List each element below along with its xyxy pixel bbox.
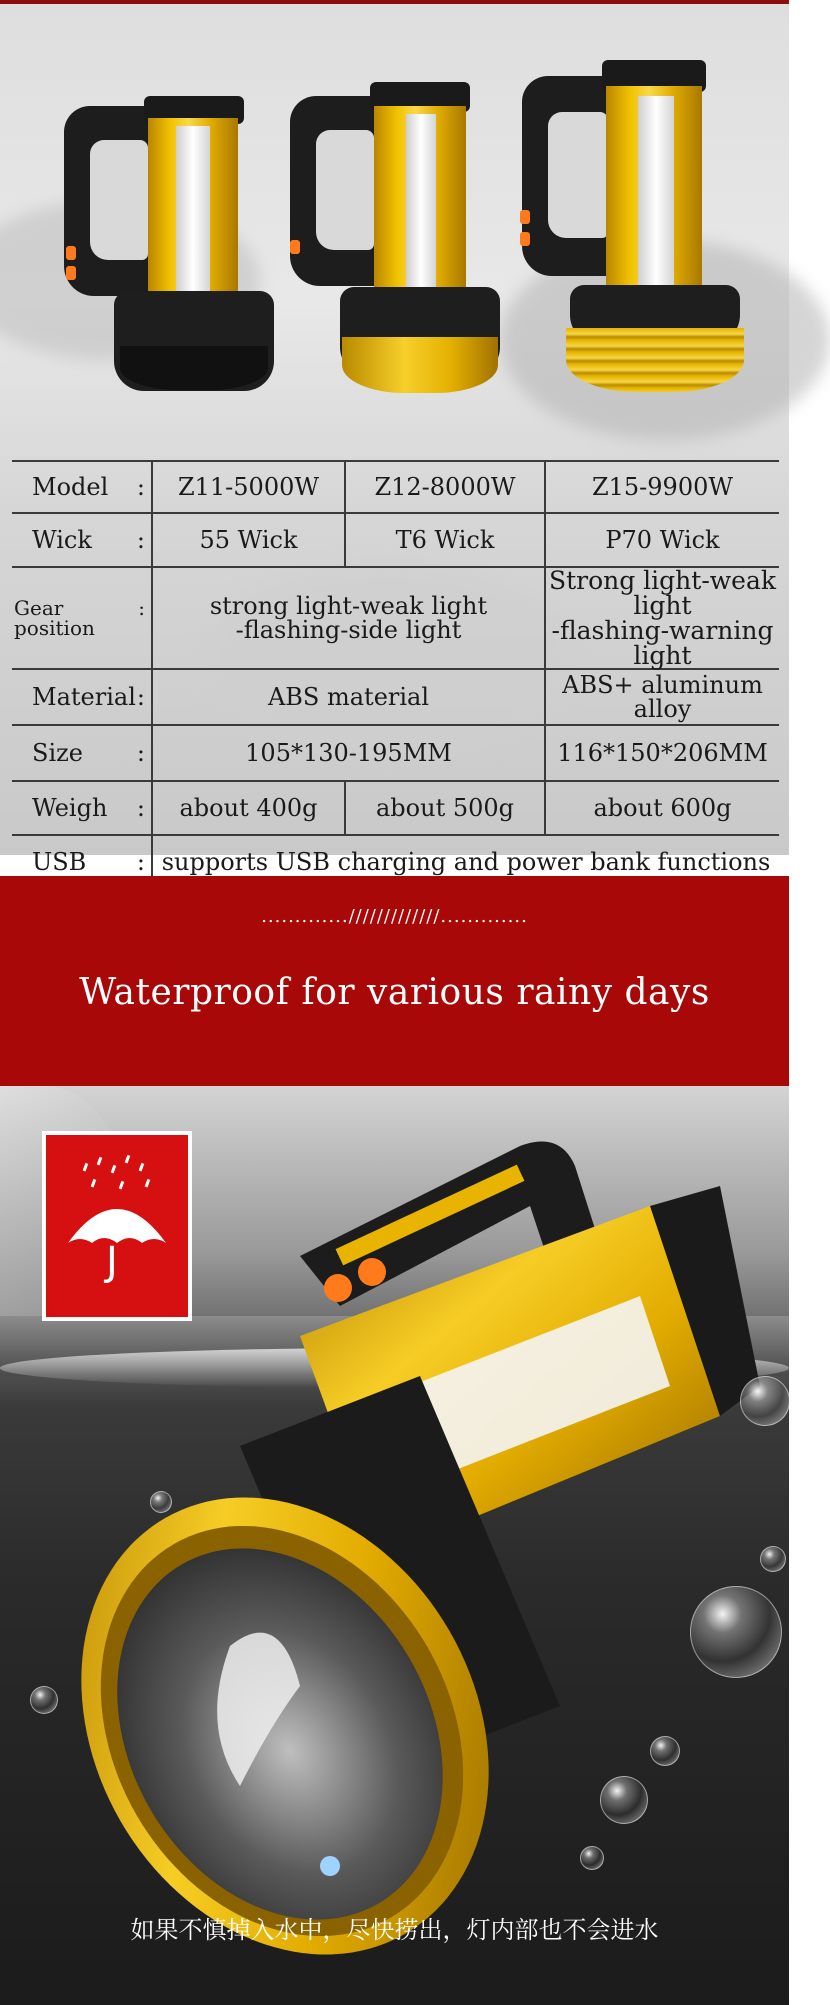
product-spec-section: [0, 0, 789, 876]
row-label: Wick: [32, 526, 92, 554]
table-cell: supports USB charging and power bank functions: [152, 835, 779, 889]
table-row: Gear position : strong light-weak light -flashing-side light Strong light-weak light -flashing-warning light: [12, 567, 779, 669]
table-row: USB : supports USB charging and power bank functions: [12, 835, 779, 889]
table-cell: Z11-5000W: [152, 461, 345, 513]
table-cell: strong light-weak light -flashing-side light: [152, 567, 545, 669]
row-label: Size: [32, 739, 83, 767]
water-bubble: [580, 1846, 604, 1870]
table-cell: Z12-8000W: [345, 461, 545, 513]
top-accent-bar: [0, 0, 789, 4]
table-cell: P70 Wick: [545, 513, 779, 567]
banner-headline: Waterproof for various rainy days: [79, 972, 710, 1013]
table-row: Model : Z11-5000W Z12-8000W Z15-9900W: [12, 461, 779, 513]
table-cell: 116*150*206MM: [545, 725, 779, 781]
table-cell: 55 Wick: [152, 513, 345, 567]
water-bubble: [30, 1686, 58, 1714]
table-cell: about 600g: [545, 781, 779, 835]
row-label: USB: [32, 848, 87, 876]
table-cell: T6 Wick: [345, 513, 545, 567]
water-bubble: [600, 1776, 648, 1824]
table-cell: Strong light-weak light -flashing-warning light: [545, 567, 779, 669]
table-cell: 105*130-195MM: [152, 725, 545, 781]
table-row: Material : ABS material ABS+ aluminum alloy: [12, 669, 779, 725]
water-bubble: [690, 1586, 782, 1678]
row-label: Gear position: [14, 596, 95, 640]
water-bubble: [650, 1736, 680, 1766]
waterproof-banner: [0, 876, 789, 1086]
banner-divider: ............./////////////.............: [261, 906, 528, 927]
spec-table: [12, 460, 779, 890]
water-bubble: [760, 1546, 786, 1572]
table-row: Size : 105*130-195MM 116*150*206MM: [12, 725, 779, 781]
water-bubble: [150, 1491, 172, 1513]
table-cell: about 400g: [152, 781, 345, 835]
row-label: Material: [32, 683, 136, 711]
table-cell: ABS+ aluminum alloy: [545, 669, 779, 725]
flashlight-illustration: [0, 1086, 789, 2005]
row-label: Weigh: [32, 794, 108, 822]
table-row: Weigh : about 400g about 500g about 600g: [12, 781, 779, 835]
lamp-z15-image: [522, 60, 742, 395]
water-bubble: [740, 1376, 790, 1426]
lamp-z11-image: [64, 96, 274, 396]
scene-caption: 如果不慎掉入水中，尽快捞出，灯内部也不会进水: [130, 1916, 659, 1944]
scene-fineprint: [0, 1952, 789, 1960]
table-cell: about 500g: [345, 781, 545, 835]
table-row: Wick : 55 Wick T6 Wick P70 Wick: [12, 513, 779, 567]
waterproof-scene: [0, 1086, 789, 2005]
row-label: Model: [32, 473, 109, 501]
lamp-z12-image: [290, 82, 500, 392]
table-cell: ABS material: [152, 669, 545, 725]
umbrella-handle-letter: J: [106, 1239, 118, 1285]
table-cell: Z15-9900W: [545, 461, 779, 513]
